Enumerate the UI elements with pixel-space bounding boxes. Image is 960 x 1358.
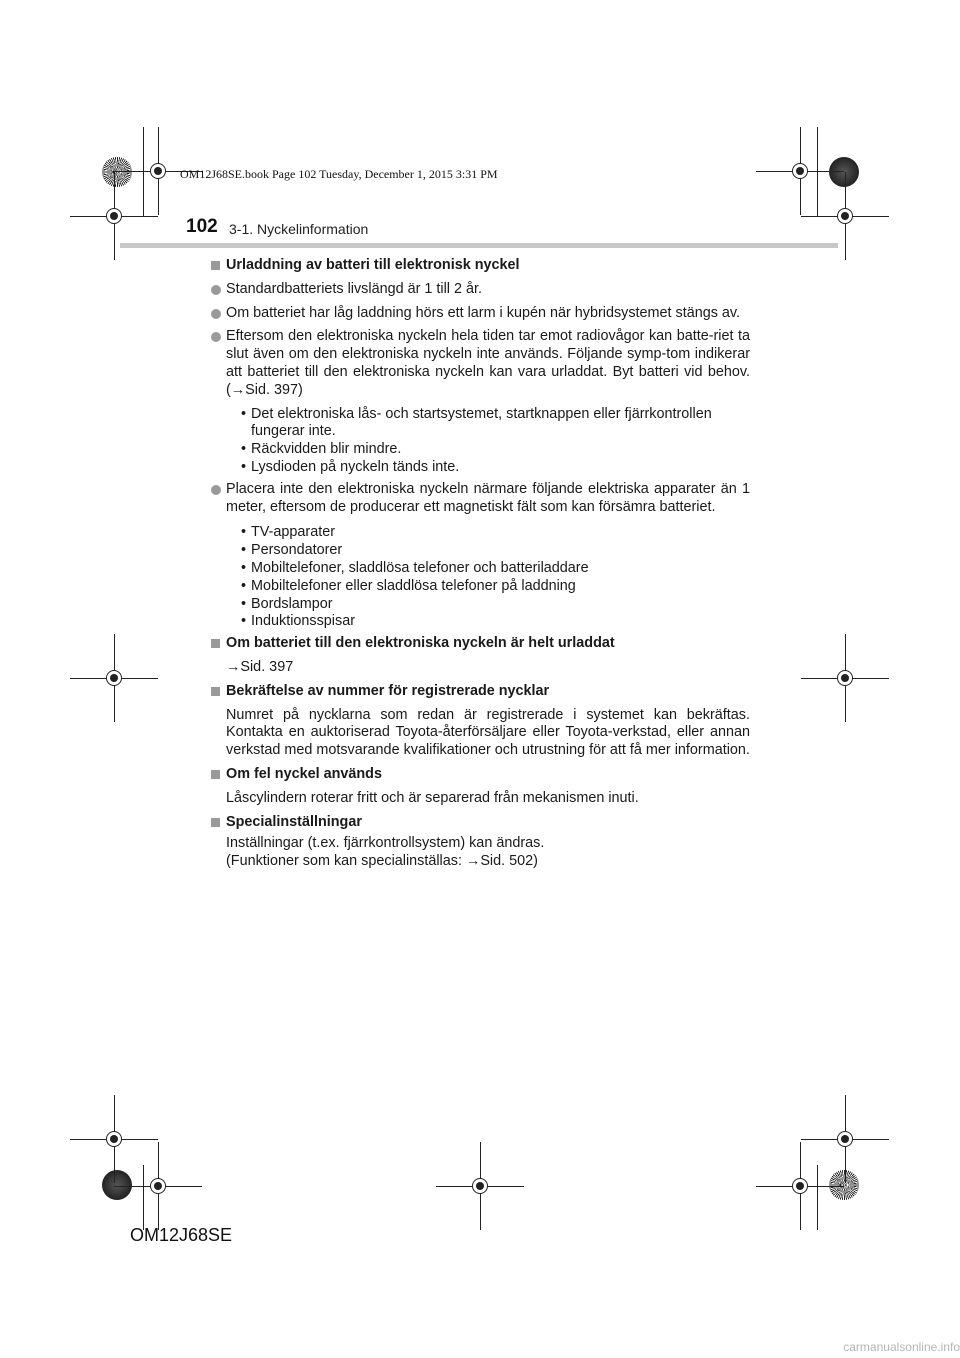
page-number: 102 — [186, 216, 218, 237]
section-heading — [210, 814, 750, 832]
dot-bullet-icon: • — [241, 613, 247, 630]
square-bullet-icon — [211, 770, 220, 779]
dot-bullet-icon: • — [241, 542, 247, 559]
square-bullet-icon — [211, 687, 220, 696]
list-item — [210, 328, 750, 399]
sub-list-item — [210, 613, 750, 631]
list-item — [210, 281, 750, 299]
list-item-text: Eftersom den elektroniska nyckeln hela tiden tar emot radiovågor kan batte-riet ta slut även om den elektroniska nyckeln inte används. Följande symp-tom indikerar att batteriet till den elektroniska nyckeln kan vara urladdat. Byt batteri vid behov. (→Sid. 397) — [226, 328, 750, 398]
square-bullet-icon — [211, 818, 220, 827]
section-heading-text: Urladdning av batteri till elektronisk nyckel — [226, 257, 520, 273]
registration-disc-icon — [102, 157, 132, 187]
round-bullet-icon — [211, 285, 221, 295]
section-body: Numret på nycklarna som redan är registrerade i systemet kan bekräftas. Kontakta en auktoriserad Toyota-återförsäljare eller Toyota-verkstad, eller annan verkstad med motsvarande kvalifikationer och utrustning för att få mer information. — [226, 706, 750, 759]
section-body: Inställningar (t.ex. fjärrkontrollsystem) kan ändras. — [226, 835, 545, 852]
crop-line — [817, 127, 818, 217]
section-heading — [210, 766, 750, 784]
crop-line — [817, 1165, 818, 1230]
sub-list-item-text: Det elektroniska lås- och startsystemet, startknappen eller fjärrkontrollen fungerar inte. — [251, 405, 712, 440]
section-body-secondary: (Funktioner som kan specialinställas: →Sid. 502) — [226, 853, 538, 870]
list-item-text: Standardbatteriets livslängd är 1 till 2 år. — [226, 280, 482, 297]
section-heading-text: Specialinställningar — [226, 813, 362, 830]
sub-list-item — [210, 406, 750, 442]
crop-line — [143, 127, 144, 217]
list-item-text: Om batteriet har låg laddning hörs ett larm i kupén när hybridsystemet stängs av. — [226, 304, 741, 321]
list-item-text: Placera inte den elektroniska nyckeln närmare följande elektriska apparater än 1 meter, eftersom de producerar ett magnetiskt fält som kan försämra batteriet. — [226, 480, 750, 515]
square-bullet-icon — [211, 639, 220, 648]
dot-bullet-icon: • — [241, 441, 247, 458]
sub-list-item-text: Persondatorer — [251, 542, 343, 559]
sub-list-item-text: Räckvidden blir mindre. — [251, 441, 402, 458]
sub-list-item — [210, 459, 750, 477]
dot-bullet-icon: • — [241, 405, 247, 422]
sub-list-item-text: Mobiltelefoner eller sladdlösa telefoner på laddning — [251, 577, 576, 594]
sub-list-item-text: Mobiltelefoner, sladdlösa telefoner och batteriladdare — [251, 559, 589, 576]
header-rule — [120, 243, 838, 248]
sub-list-item — [210, 578, 750, 596]
section-heading — [210, 257, 750, 275]
dot-bullet-icon: • — [241, 595, 247, 612]
sub-list-item-text: TV-apparater — [251, 524, 335, 541]
running-header: 3-1. Nyckelinformation — [229, 221, 369, 237]
sub-list-item-text: Induktionsspisar — [251, 613, 355, 630]
crop-line — [143, 1165, 144, 1230]
section-heading-text: Om batteriet till den elektroniska nyckeln är helt urladdat — [226, 635, 615, 652]
round-bullet-icon — [211, 485, 221, 495]
book-stamp: OM12J68SE.book Page 102 Tuesday, December 1, 2015 3:31 PM — [180, 167, 498, 181]
section-body: Låscylindern roterar fritt och är separerad från mekanismen inuti. — [226, 789, 639, 806]
section-heading — [210, 635, 750, 653]
sub-list-item — [210, 441, 750, 459]
footer-manual-code: OM12J68SE — [130, 1225, 233, 1245]
square-bullet-icon — [211, 261, 220, 270]
round-bullet-icon — [211, 332, 221, 342]
sub-list-item-text: Bordslampor — [251, 595, 333, 612]
page-content — [210, 254, 750, 871]
section-heading-text: Om fel nyckel används — [226, 765, 382, 782]
section-heading — [210, 683, 750, 701]
dot-bullet-icon: • — [241, 458, 247, 475]
dot-bullet-icon: • — [241, 559, 247, 576]
sub-list-item — [210, 560, 750, 578]
sub-list-item — [210, 596, 750, 614]
watermark: carmanualsonline.info — [843, 1340, 960, 1354]
sub-list-item-text: Lysdioden på nyckeln tänds inte. — [251, 458, 460, 475]
list-item — [210, 481, 750, 517]
round-bullet-icon — [211, 309, 221, 319]
sub-list-item — [210, 524, 750, 542]
dot-bullet-icon: • — [241, 577, 247, 594]
sub-list-item — [210, 542, 750, 560]
section-body: →Sid. 397 — [226, 658, 294, 675]
section-heading-text: Bekräftelse av nummer för registrerade nycklar — [226, 682, 550, 699]
dot-bullet-icon: • — [241, 524, 247, 541]
list-item — [210, 305, 750, 323]
